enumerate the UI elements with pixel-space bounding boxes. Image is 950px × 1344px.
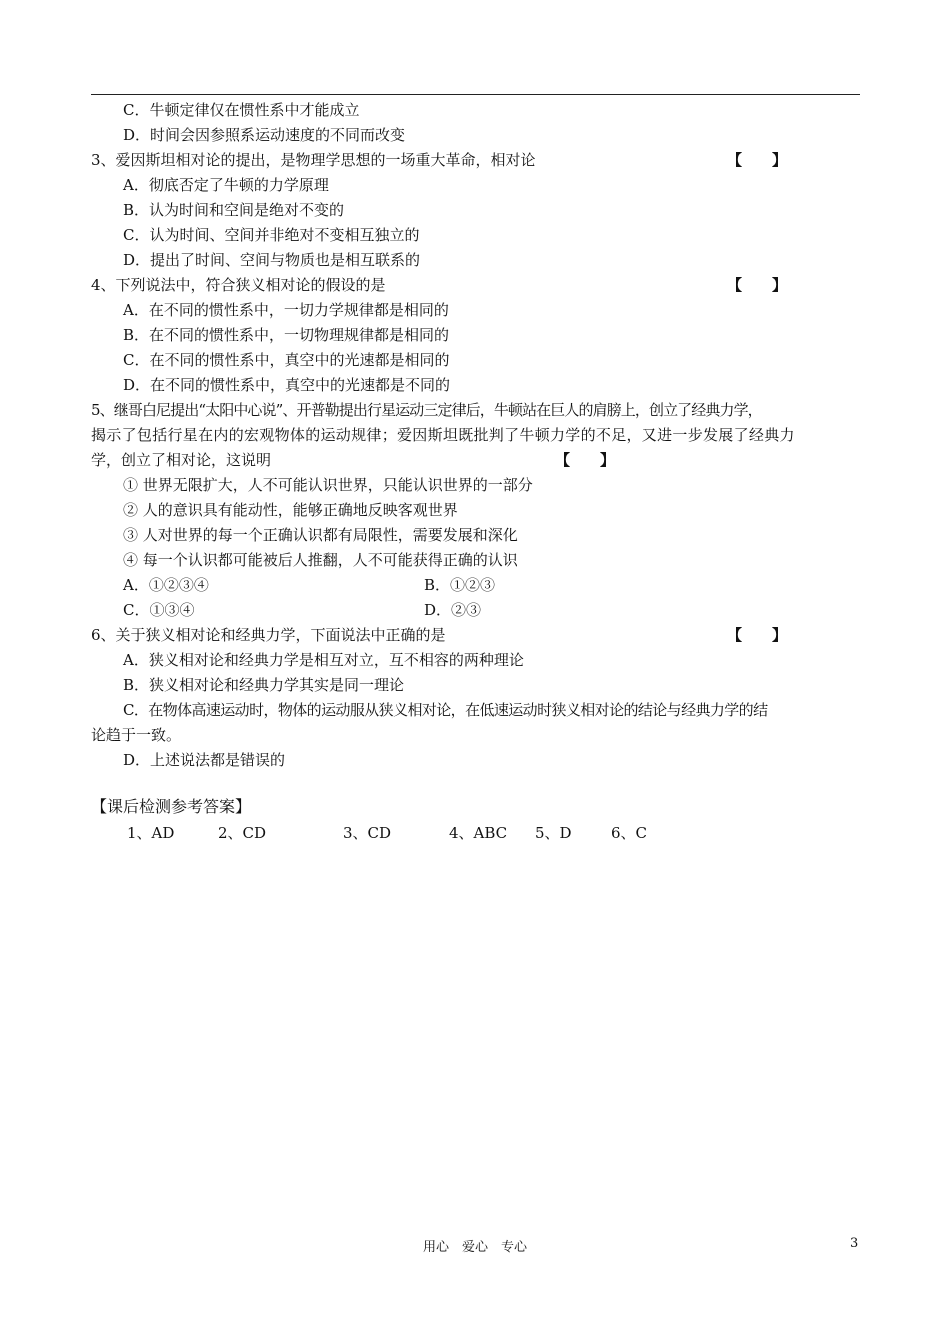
q4-stem-row xyxy=(91,273,863,298)
q5-statement-1: ① 世界无限扩大，人不可能认识世界，只能认识世界的一部分 xyxy=(123,476,533,494)
q5-stem-line-1: 5、继哥白尼提出“太阳中心说”、开普勒提出行星运动三定律后，牛顿站在巨人的肩膀上，创立了经典力学， xyxy=(91,401,762,419)
q2-option-c: C．牛顿定律仅在惯性系中才能成立 xyxy=(123,101,360,119)
answer-6: 6、C xyxy=(611,824,648,842)
q5-stem-line-3: 学，创立了相对论，这说明 xyxy=(91,451,272,469)
q5-answer-bracket: 【 】 xyxy=(555,451,616,469)
answer-1: 1、AD xyxy=(127,824,175,842)
q5-stem-row xyxy=(91,448,863,473)
q2-option-d: D．时间会因参照系运动速度的不同而改变 xyxy=(123,126,406,144)
q5-statement-2: ② 人的意识具有能动性，能够正确地反映客观世界 xyxy=(123,501,458,519)
q4-option-a: A．在不同的惯性系中，一切力学规律都是相同的 xyxy=(123,301,449,319)
q6-option-c-line-2: 论趋于一致。 xyxy=(91,726,182,744)
answer-key-title: 【课后检测参考答案】 xyxy=(91,797,252,816)
document-body xyxy=(91,98,863,846)
q6-stem-row xyxy=(91,623,863,648)
q3-stem: 3、爱因斯坦相对论的提出，是物理学思想的一场重大革命，相对论 xyxy=(91,151,536,169)
q6-option-d: D．上述说法都是错误的 xyxy=(123,751,286,769)
answer-5: 5、D xyxy=(535,824,572,842)
q3-option-c: C．认为时间、空间并非绝对不变相互独立的 xyxy=(123,226,420,244)
footer-slogan: 用心 爱心 专心 xyxy=(422,1240,527,1255)
page-number: 3 xyxy=(850,1236,859,1251)
answer-key-row xyxy=(91,820,863,846)
q3-option-a: A．彻底否定了牛顿的力学原理 xyxy=(123,176,329,194)
q5-statement-4: ④ 每一个认识都可能被后人推翻，人不可能获得正确的认识 xyxy=(123,551,518,569)
q4-answer-bracket: 【 】 xyxy=(727,276,788,294)
q5-option-d: D．②③ xyxy=(424,601,482,619)
q3-answer-bracket: 【 】 xyxy=(727,151,788,169)
q3-option-d: D．提出了时间、空间与物质也是相互联系的 xyxy=(123,251,421,269)
q5-option-a: A．①②③④ xyxy=(123,576,209,594)
q4-option-d: D．在不同的惯性系中，真空中的光速都是不同的 xyxy=(123,376,451,394)
q5-option-c: C．①③④ xyxy=(123,601,195,619)
q4-option-c: C．在不同的惯性系中，真空中的光速都是相同的 xyxy=(123,351,450,369)
q4-stem: 4、下列说法中，符合狭义相对论的假设的是 xyxy=(91,276,386,294)
q6-option-c-line-1: C．在物体高速运动时，物体的运动服从狭义相对论，在低速运动时狭义相对论的结论与经典力学的结 xyxy=(123,701,768,719)
q6-answer-bracket: 【 】 xyxy=(727,626,788,644)
q5-stem-line-2: 揭示了包括行星在内的宏观物体的运动规律；爱因斯坦既批判了牛顿力学的不足，又进一步发展了经典力 xyxy=(91,426,795,444)
section-spacer xyxy=(91,773,863,794)
q6-option-a: A．狭义相对论和经典力学是相互对立，互不相容的两种理论 xyxy=(123,651,524,669)
header-rule xyxy=(91,94,860,95)
q5-option-b: B．①②③ xyxy=(424,576,496,594)
q6-option-b: B．狭义相对论和经典力学其实是同一理论 xyxy=(123,676,405,694)
q3-stem-row xyxy=(91,148,863,173)
q5-options-row-2 xyxy=(91,598,863,623)
q5-options-row-1 xyxy=(91,573,863,598)
answer-2: 2、CD xyxy=(218,824,267,842)
answer-4: 4、ABC xyxy=(449,824,508,842)
q6-stem: 6、关于狭义相对论和经典力学，下面说法中正确的是 xyxy=(91,626,446,644)
q5-statement-3: ③ 人对世界的每一个正确认识都有局限性，需要发展和深化 xyxy=(123,526,518,544)
q3-option-b: B．认为时间和空间是绝对不变的 xyxy=(123,201,345,219)
answer-3: 3、CD xyxy=(343,824,392,842)
q4-option-b: B．在不同的惯性系中，一切物理规律都是相同的 xyxy=(123,326,450,344)
